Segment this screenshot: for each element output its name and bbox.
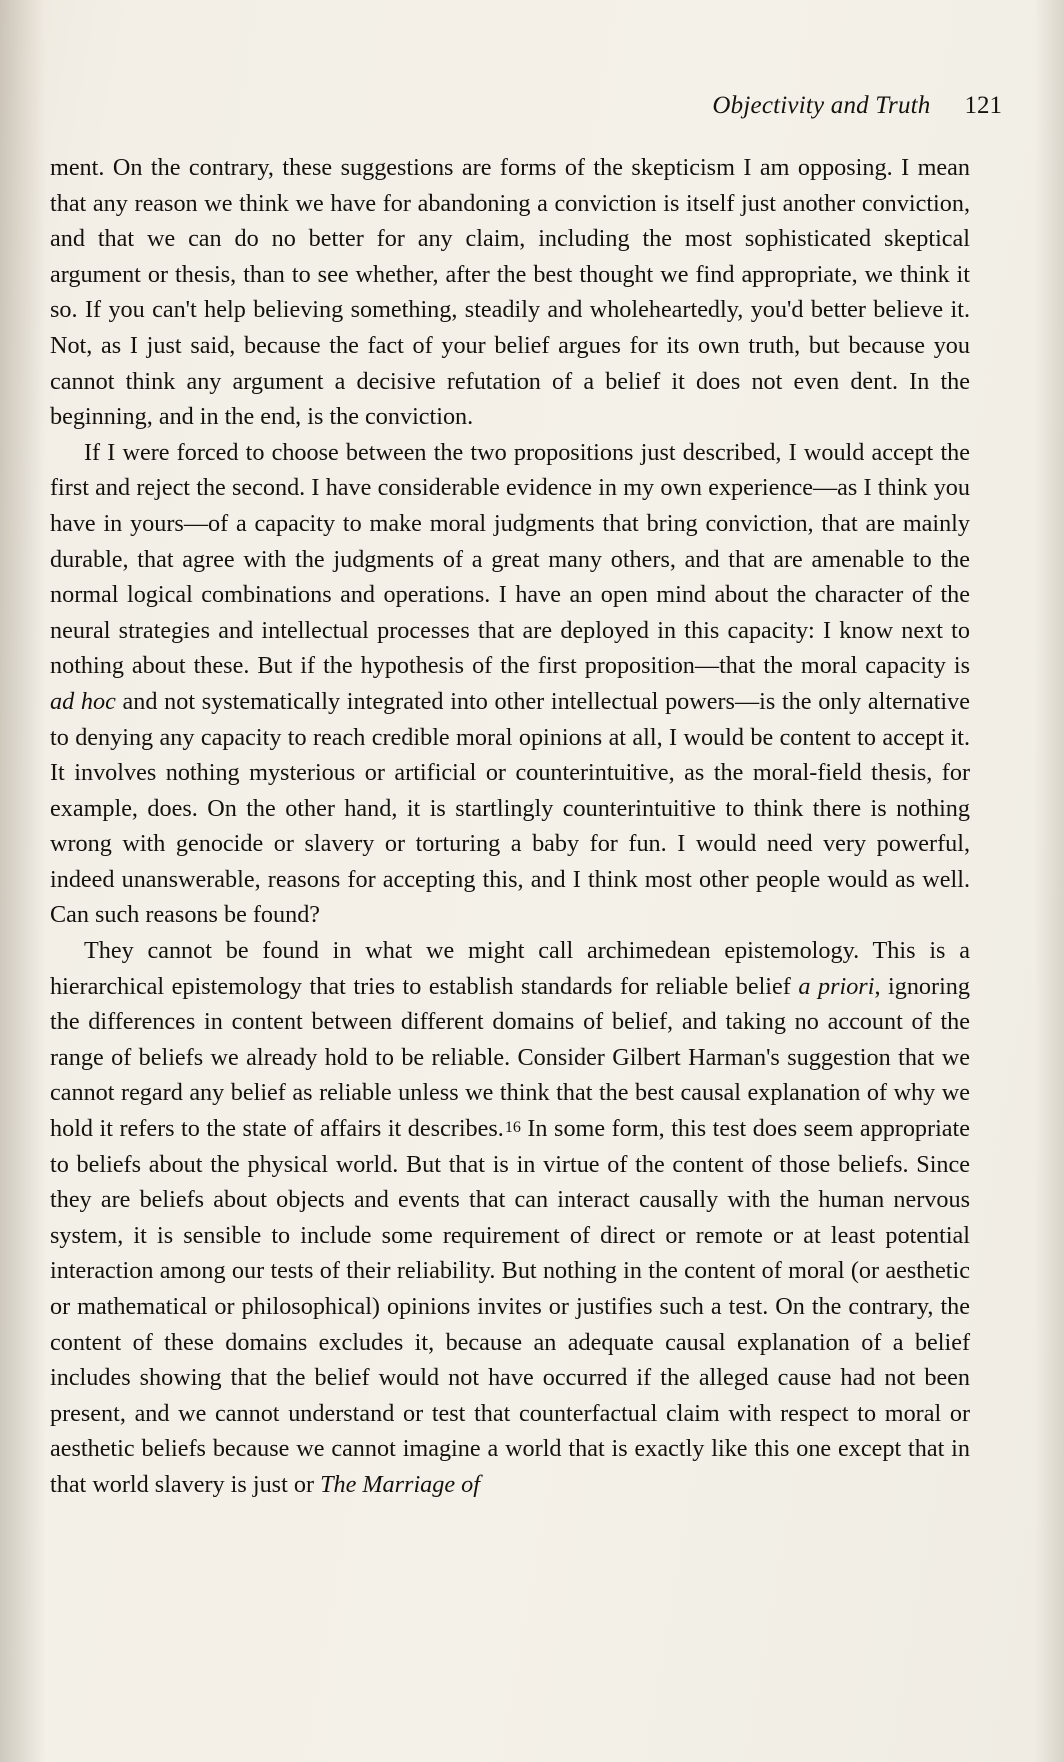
italic-phrase: The Marriage of bbox=[320, 1470, 480, 1498]
text-run: If I were forced to choose between the two propositions just described, I would accept the first and reject the second. I have considerable evidence in my own experience—as I think you have in yours—of a capacity to make moral judgments that bring conviction, that are mainly durable, that agree with the judgments of a great many others, and that are amenable to the normal logical combinations and operations. I have an open mind about the character of the neural strategies and intellectual processes that are deployed in this capacity: I know next to nothing about these. But if the hypothesis of the first proposition—that the moral capacity is bbox=[50, 438, 970, 680]
footnote-marker: 16 bbox=[504, 1119, 521, 1137]
italic-phrase: a priori bbox=[798, 972, 875, 1000]
page-number: 121 bbox=[964, 92, 1002, 119]
para-2 bbox=[50, 435, 970, 933]
italic-phrase: ad hoc bbox=[50, 687, 116, 715]
text-run: , ignoring the differences in content between different domains of belief, and taking no account of the range of beliefs we already hold to be reliable. Consider Gilbert Harman's suggestion that we cannot regard any belief as reliable unless we think that the best causal explanation of why we hold it refers to the state of affairs it describes. bbox=[50, 972, 970, 1143]
running-head: Objectivity and Truth bbox=[712, 92, 931, 119]
text-run: In some form, this test does seem appropriate to beliefs about the physical world. But that is in virtue of the content of those beliefs. Since they are beliefs about objects and events that can interact causally with the human nervous system, it is sensible to include some requirement of direct or remote or at least potential interaction among our tests of their reliability. But nothing in the content of moral (or aesthetic or mathematical or philosophical) opinions invites or justifies such a test. On the contrary, the content of these domains excludes it, because an adequate causal explanation of a belief includes showing that the belief would not have occurred if the alleged cause had not been present, and we cannot understand or test that counterfactual claim with respect to moral or aesthetic beliefs because we cannot imagine a world that is exactly like this one except that in that world slavery is just or bbox=[50, 1115, 970, 1498]
text-run: and not systematically integrated into other intellectual powers—is the only alternative to denying any capacity to reach credible moral opinions at all, I would be content to accept it. It involves nothing mysterious or artificial or counterintuitive, as the moral-field thesis, for example, does. On the other hand, it is startlingly counterintuitive to think there is nothing wrong with genocide or slavery or torturing a baby for fun. I would need very powerful, indeed unanswerable, reasons for accepting this, and I think most other people would as well. Can such reasons be found? bbox=[50, 687, 970, 929]
page-header bbox=[60, 92, 1002, 126]
para-3 bbox=[50, 933, 970, 1503]
text-run: ment. On the contrary, these suggestions are forms of the skepticism I am opposing. I mean that any reason we think we have for abandoning a conviction is itself just another conviction, and that we can do no better for any claim, including the most sophisticated skeptical argument or thesis, than to see whether, after the best thought we find appropriate, we think it so. If you can't help believing something, steadily and wholeheartedly, you'd better believe it. Not, as I just said, because the fact of your belief argues for its own truth, but because you cannot think any argument a decisive refutation of a belief it does not even dent. In the beginning, and in the end, is the conviction. bbox=[50, 154, 970, 431]
para-1 bbox=[50, 150, 970, 435]
page-body-text bbox=[50, 150, 970, 1503]
text-run: They cannot be found in what we might call archimedean epistemology. This is a hierarchical epistemology that tries to establish standards for reliable belief bbox=[50, 937, 970, 1000]
